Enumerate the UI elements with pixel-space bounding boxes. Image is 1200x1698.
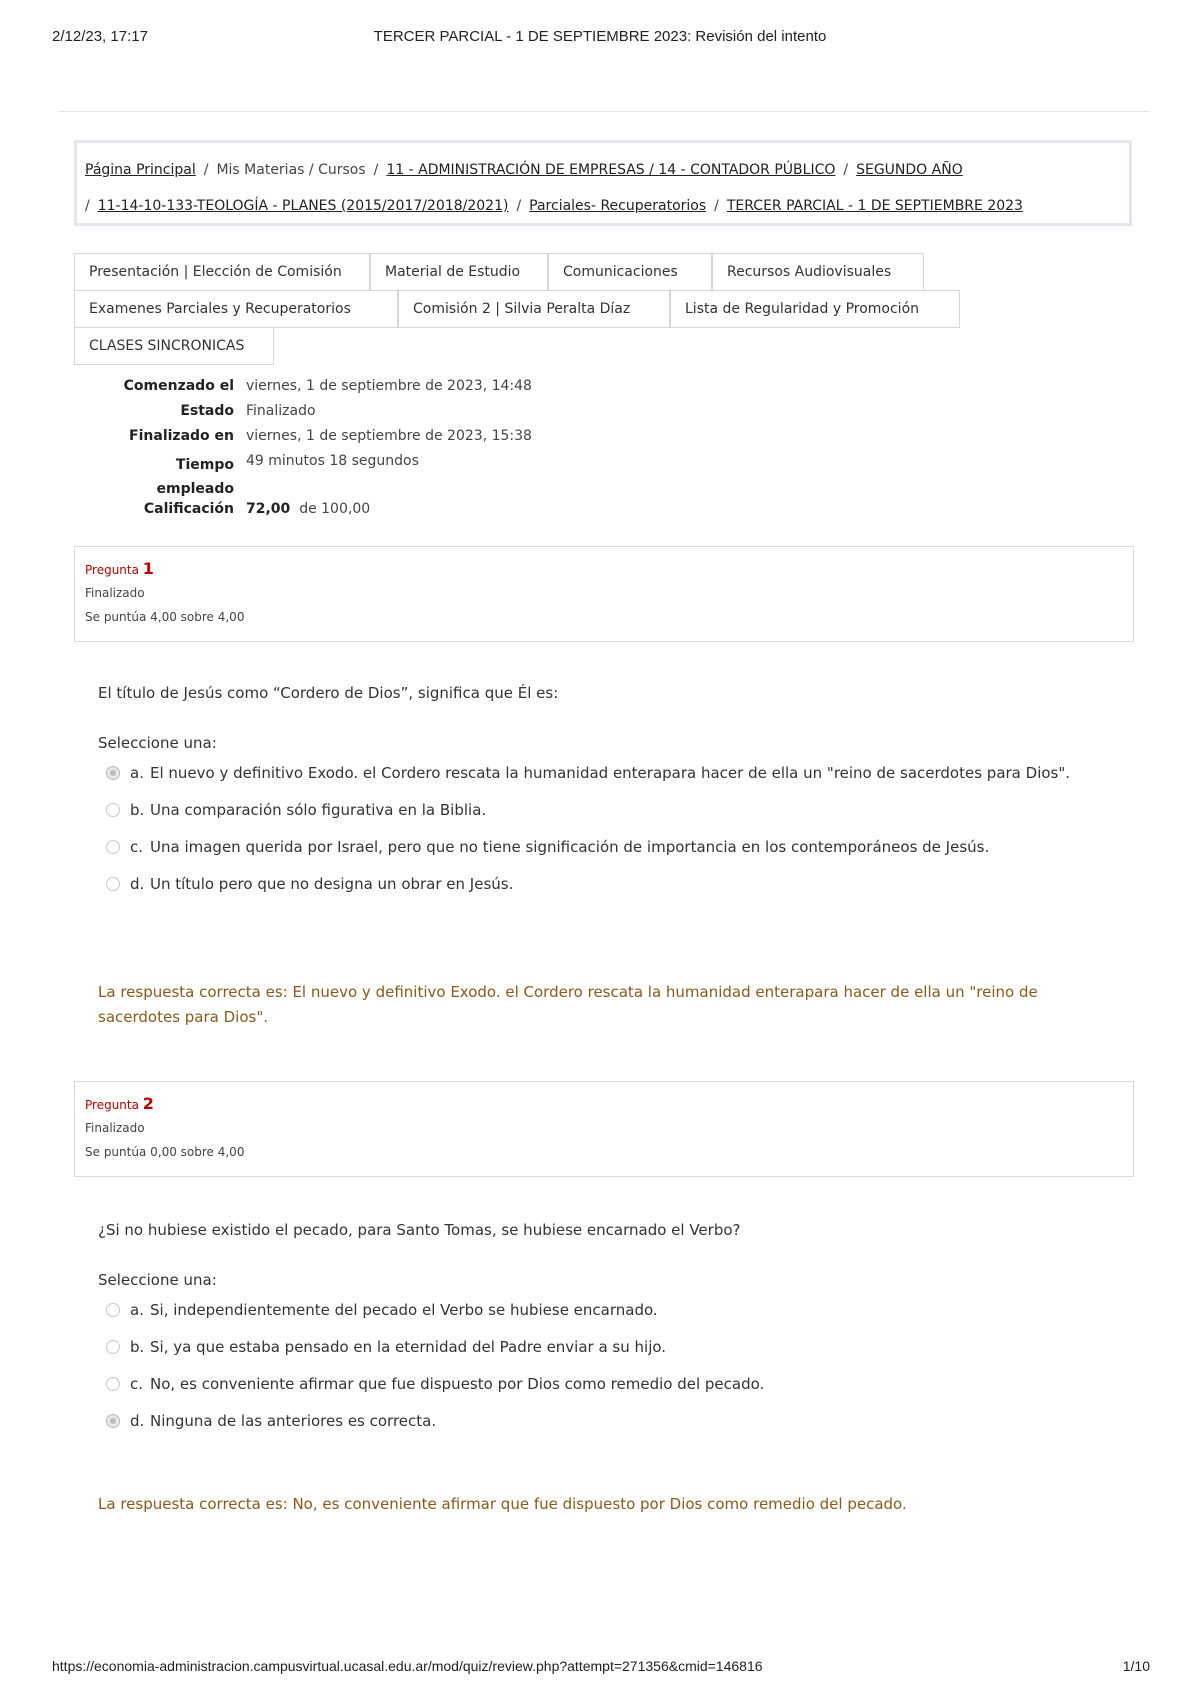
breadcrumb-section-link[interactable]: Parciales- Recuperatorios — [529, 198, 707, 214]
answer-text: Una comparación sólo figurativa en la Biblia. — [150, 801, 487, 819]
question-text: El título de Jesús como “Cordero de Dios”, significa que Él es: — [98, 684, 559, 702]
answer-option[interactable]: b. Si, ya que estaba pensado en la eternidad del Padre enviar a su hijo. — [106, 1335, 1106, 1359]
print-footer — [52, 1658, 1150, 1674]
answer-option[interactable]: a. Si, independientemente del pecado el Verbo se hubiese encarnado. — [106, 1298, 1106, 1322]
tab-presentacion[interactable]: Presentación | Elección de Comisión — [74, 253, 370, 291]
radio-selected[interactable] — [106, 766, 120, 780]
radio-unselected[interactable] — [106, 1340, 120, 1354]
tab-comunicaciones[interactable]: Comunicaciones — [548, 253, 712, 291]
question-state: Finalizado — [85, 1121, 145, 1135]
breadcrumb-faculty-link[interactable]: 11 - ADMINISTRACIÓN DE EMPRESAS / 14 - CONTADOR PÚBLICO — [386, 162, 836, 178]
answer-text: Si, independientemente del pecado el Verbo se hubiese encarnado. — [150, 1301, 658, 1319]
answer-options-2 — [106, 1298, 1106, 1433]
summary-time — [74, 453, 874, 501]
question-grade: Se puntúa 4,00 sobre 4,00 — [85, 610, 245, 624]
tab-comision-2[interactable]: Comisión 2 | Silvia Peralta Díaz — [398, 290, 670, 328]
tab-lista-regularidad[interactable]: Lista de Regularidad y Promoción — [670, 290, 960, 328]
breadcrumb-home-link[interactable]: Página Principal — [85, 162, 196, 178]
answer-option[interactable]: c. Una imagen querida por Israel, pero que no tiene significación de importancia en los contemporáneos de Jesús. — [106, 835, 1106, 859]
tab-recursos-audiovisuales[interactable]: Recursos Audiovisuales — [712, 253, 924, 291]
time-label: Tiempo empleado — [156, 457, 234, 497]
breadcrumb: Página Principal / Mis Materias / Cursos / 11 - ADMINISTRACIÓN DE EMPRESAS / 14 - CONTADOR PÚBLICO / SEGUNDO AÑO / 11-14-10-133-TEOLOGÍA - PLANES (2015/2017/2018/2021) / Parciales- Recuperatorios / TERCER PARCIAL - 1 DE SEPTIEMBRE 2023 — [74, 140, 1132, 226]
attempt-summary — [74, 378, 874, 526]
radio-unselected[interactable] — [106, 1303, 120, 1317]
summary-state — [74, 403, 874, 428]
answer-text: No, es conveniente afirmar que fue dispuesto por Dios como remedio del pecado. — [150, 1375, 765, 1393]
radio-selected[interactable] — [106, 1414, 120, 1428]
print-url: https://economia-administracion.campusvirtual.ucasal.edu.ar/mod/quiz/review.php?attempt=271356&cmid=146816 — [52, 1658, 763, 1674]
breadcrumb-my-courses: Mis Materias / Cursos — [216, 162, 366, 178]
finished-value: viernes, 1 de septiembre de 2023, 15:38 — [246, 428, 532, 444]
question-text: ¿Si no hubiese existido el pecado, para Santo Tomas, se hubiese encarnado el Verbo? — [98, 1221, 741, 1239]
breadcrumb-year-link[interactable]: SEGUNDO AÑO — [856, 162, 963, 178]
answer-option[interactable]: d. Ninguna de las anteriores es correcta. — [106, 1409, 1106, 1433]
select-prompt: Seleccione una: — [98, 1271, 217, 1289]
correct-answer-feedback: La respuesta correcta es: El nuevo y definitivo Exodo. el Cordero rescata la humanidad enterapara hacer de ella un "reino de sacerdotes para Dios". — [98, 983, 1038, 1026]
grade-label: Calificación — [143, 501, 234, 517]
page-number: 1/10 — [1122, 1658, 1150, 1674]
answer-text: El nuevo y definitivo Exodo. el Cordero rescata la humanidad enterapara hacer de ella un "reino de sacerdotes para Dios". — [150, 764, 1071, 782]
answer-option[interactable]: a. El nuevo y definitivo Exodo. el Cordero rescata la humanidad enterapara hacer de ella un "reino de sacerdotes para Dios". — [106, 761, 1106, 785]
radio-unselected[interactable] — [106, 840, 120, 854]
radio-unselected[interactable] — [106, 803, 120, 817]
question-info-2 — [74, 1081, 1134, 1177]
time-value: 49 minutos 18 segundos — [246, 453, 419, 469]
started-value: viernes, 1 de septiembre de 2023, 14:48 — [246, 378, 532, 394]
print-datetime: 2/12/23, 17:17 — [52, 28, 148, 45]
question-info-1 — [74, 546, 1134, 642]
summary-finished — [74, 428, 874, 453]
breadcrumb-quiz-link[interactable]: TERCER PARCIAL - 1 DE SEPTIEMBRE 2023 — [726, 198, 1023, 214]
answer-text: Una imagen querida por Israel, pero que no tiene significación de importancia en los contemporáneos de Jesús. — [150, 838, 990, 856]
divider — [58, 111, 1150, 112]
state-value: Finalizado — [246, 403, 316, 419]
select-prompt: Seleccione una: — [98, 734, 217, 752]
answer-options-1 — [106, 761, 1106, 896]
tab-examenes[interactable]: Examenes Parciales y Recuperatorios — [74, 290, 398, 328]
answer-text: Ninguna de las anteriores es correcta. — [150, 1412, 437, 1430]
answer-option[interactable]: b. Una comparación sólo figurativa en la Biblia. — [106, 798, 1106, 822]
grade-value: 72,00 de 100,00 — [246, 501, 371, 517]
print-title: TERCER PARCIAL - 1 DE SEPTIEMBRE 2023: Revisión del intento — [373, 28, 827, 45]
question-number: Pregunta 2 — [85, 1094, 154, 1113]
breadcrumb-course-link[interactable]: 11-14-10-133-TEOLOGÍA - PLANES (2015/2017/2018/2021) — [97, 198, 509, 214]
answer-text: Si, ya que estaba pensado en la eternidad del Padre enviar a su hijo. — [150, 1338, 667, 1356]
question-grade: Se puntúa 0,00 sobre 4,00 — [85, 1145, 245, 1159]
answer-option[interactable]: c. No, es conveniente afirmar que fue dispuesto por Dios como remedio del pecado. — [106, 1372, 1106, 1396]
radio-unselected[interactable] — [106, 877, 120, 891]
answer-text: Un título pero que no designa un obrar en Jesús. — [150, 875, 514, 893]
summary-grade — [74, 501, 874, 526]
question-number: Pregunta 1 — [85, 559, 154, 578]
print-header — [0, 28, 1200, 50]
state-label: Estado — [180, 403, 234, 419]
radio-unselected[interactable] — [106, 1377, 120, 1391]
summary-started — [74, 378, 874, 403]
tab-material-estudio[interactable]: Material de Estudio — [370, 253, 548, 291]
answer-option[interactable]: d. Un título pero que no designa un obrar en Jesús. — [106, 872, 1106, 896]
finished-label: Finalizado en — [129, 428, 234, 444]
started-label: Comenzado el — [123, 378, 234, 394]
correct-answer-feedback: La respuesta correcta es: No, es conveniente afirmar que fue dispuesto por Dios como remedio del pecado. — [98, 1495, 907, 1513]
tab-clases-sincronicas[interactable]: CLASES SINCRONICAS — [74, 327, 274, 365]
question-state: Finalizado — [85, 586, 145, 600]
